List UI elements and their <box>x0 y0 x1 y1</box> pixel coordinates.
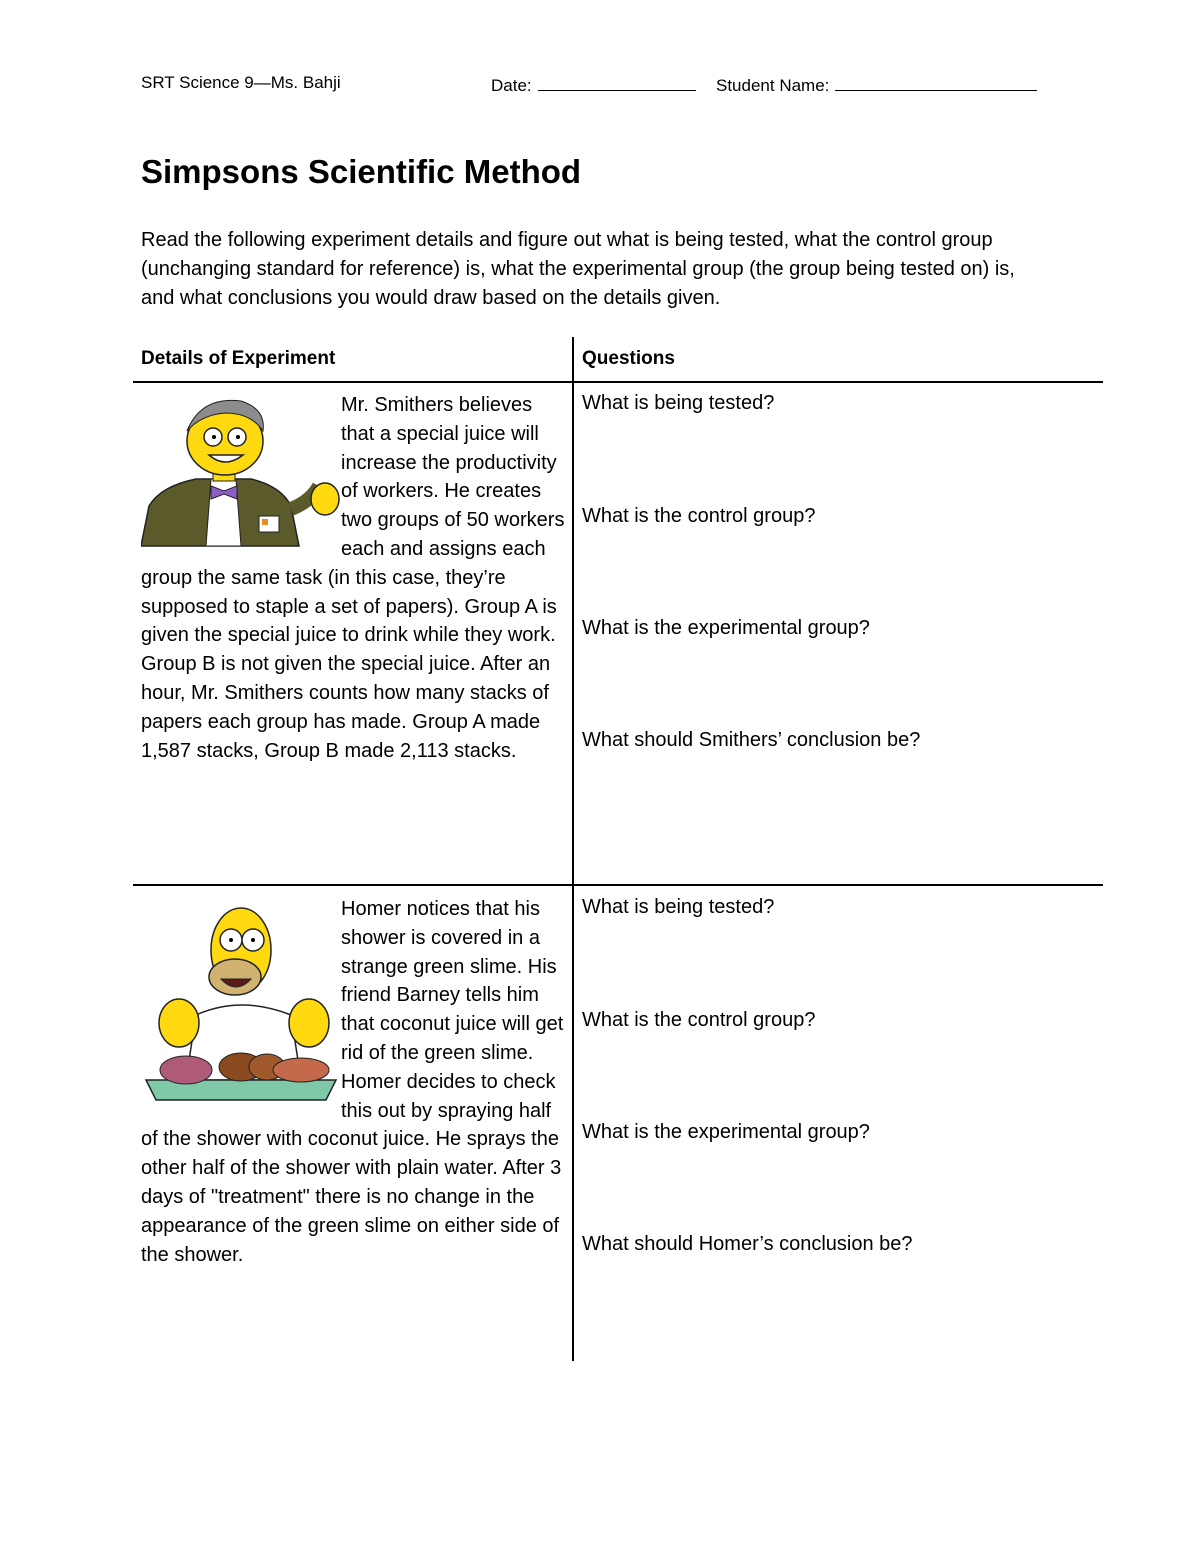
exp2-question-experimental: What is the experimental group? <box>582 1121 870 1143</box>
column-divider <box>572 337 574 1361</box>
homer-illustration <box>141 895 341 1125</box>
exp1-question-experimental: What is the experimental group? <box>582 617 870 639</box>
column-header-questions: Questions <box>582 348 675 369</box>
student-name-blank[interactable] <box>835 73 1037 91</box>
homer-figure <box>141 895 341 1105</box>
student-name-label: Student Name: <box>716 76 830 95</box>
experiment-1-text: Mr. Smithers believes that a special juice will increase the productivity of workers. He creates two groups of 50 workers each and assigns each group the same task (in this case, they’re supposed to staple a set of papers). Group A is given the special juice to drink while they work. Group B is not given the special juice. After an hour, Mr. Smithers counts how many stacks of papers each group has made. Group A made 1,587 stacks, Group B made 2,113 stacks. <box>141 394 565 762</box>
course-label: SRT Science 9—Ms. Bahji <box>141 73 341 92</box>
date-label: Date: <box>491 76 532 95</box>
exp2-question-tested: What is being tested? <box>582 896 775 918</box>
experiment-2-details <box>141 895 569 1269</box>
smithers-illustration <box>141 391 341 563</box>
experiment-2-text: Homer notices that his shower is covered in a strange green slime. His friend Barney tells him that coconut juice will get rid of the green slime. Homer decides to check this out by spraying half of the shower with coconut juice. He sprays the other half of the shower with plain water. After 3 days of "treatment" there is no change in the appearance of the green slime on either side of the shower. <box>141 898 564 1266</box>
column-header-details: Details of Experiment <box>141 348 336 369</box>
header-rule <box>133 381 1103 383</box>
row-divider <box>133 884 1103 886</box>
exp1-question-tested: What is being tested? <box>582 392 775 414</box>
exp2-question-conclusion: What should Homer’s conclusion be? <box>582 1233 913 1255</box>
exp1-question-conclusion: What should Smithers’ conclusion be? <box>582 729 921 751</box>
smithers-figure <box>141 391 341 551</box>
exp1-question-control: What is the control group? <box>582 505 816 527</box>
page-title: Simpsons Scientific Method <box>141 153 582 190</box>
student-name-field[interactable] <box>716 73 1037 96</box>
experiment-1-details <box>141 391 569 765</box>
exp2-question-control: What is the control group? <box>582 1009 816 1031</box>
intro-paragraph: Read the following experiment details and figure out what is being tested, what the control group (unchanging standard for reference) is, what the experimental group (the group being tested on) is, and what conclusions you would draw based on the details given. <box>141 229 1015 309</box>
date-blank[interactable] <box>538 73 696 91</box>
date-field[interactable] <box>491 73 696 96</box>
